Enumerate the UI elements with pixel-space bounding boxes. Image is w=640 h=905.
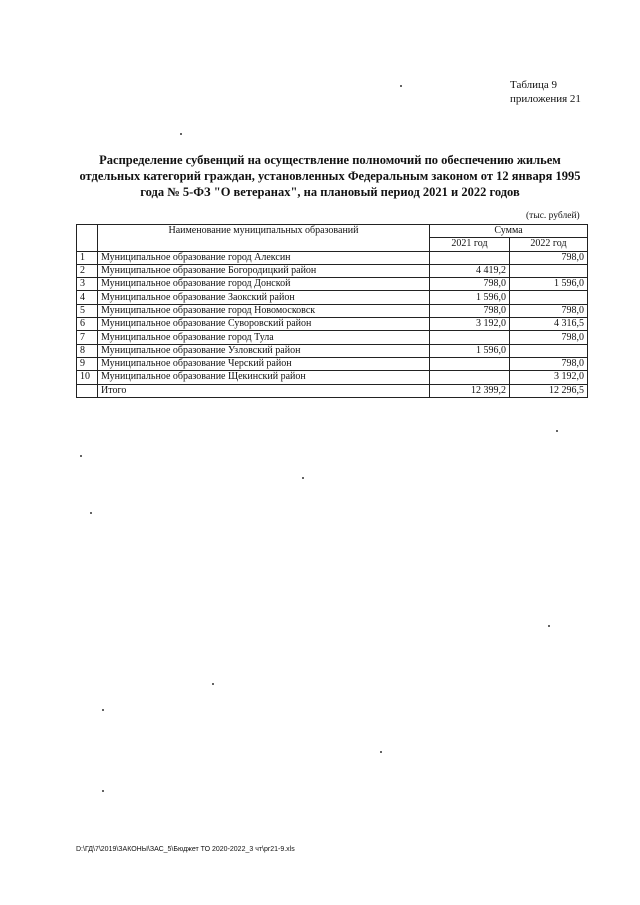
table-header-row-1 [77,225,588,238]
municipality-name: Муниципальное образование Щекинский район [98,371,430,384]
amount-2022: 1 596,0 [510,278,588,291]
row-number: 2 [77,264,98,277]
table-body [77,251,588,397]
document-title [60,152,600,200]
header-num-cell [77,225,98,252]
amount-2022: 798,0 [510,357,588,370]
municipality-name: Муниципальное образование город Новомосковск [98,304,430,317]
row-number: 7 [77,331,98,344]
row-number: 6 [77,318,98,331]
row-number [77,384,98,397]
table-row [77,264,588,277]
table-number-label: Таблица 9 [510,79,558,91]
amount-2022: 798,0 [510,251,588,264]
amount-2022: 4 316,5 [510,318,588,331]
municipality-name: Итого [98,384,430,397]
amount-2022: 3 192,0 [510,371,588,384]
amount-2021: 4 419,2 [430,264,510,277]
municipality-name: Муниципальное образование Узловский район [98,344,430,357]
row-number: 4 [77,291,98,304]
scan-speck [302,477,304,479]
municipality-name: Муниципальное образование город Тула [98,331,430,344]
municipality-name: Муниципальное образование Заокский район [98,291,430,304]
header-2022-cell: 2022 год [510,238,588,251]
scan-speck [400,85,402,87]
amount-2021 [430,251,510,264]
amount-2021 [430,357,510,370]
row-number: 1 [77,251,98,264]
units-label: (тыс. рублей) [526,211,580,221]
scan-speck [102,790,104,792]
amount-2021 [430,331,510,344]
municipality-name: Муниципальное образование Черский район [98,357,430,370]
amount-2021: 3 192,0 [430,318,510,331]
table-row [77,304,588,317]
table-row [77,318,588,331]
table-row [77,357,588,370]
amount-2022: 798,0 [510,331,588,344]
municipality-name: Муниципальное образование город Донской [98,278,430,291]
amount-2022: 12 296,5 [510,384,588,397]
amount-2022 [510,264,588,277]
municipality-name: Муниципальное образование Богородицкий район [98,264,430,277]
table-row [77,251,588,264]
appendix-label: приложения 21 [510,93,581,105]
title-line-1: Распределение субвенций на осуществление полномочий по обеспечению жильем [99,153,561,167]
scan-speck [90,512,92,514]
scan-speck [80,455,82,457]
header-2021-cell: 2021 год [430,238,510,251]
scan-speck [180,133,182,135]
amount-2021: 12 399,2 [430,384,510,397]
header-sum-cell: Сумма [430,225,588,238]
municipality-name: Муниципальное образование город Алексин [98,251,430,264]
row-number: 8 [77,344,98,357]
table-row [77,371,588,384]
table-row [77,344,588,357]
header-name-cell: Наименование муниципальных образований [98,225,430,252]
row-number: 10 [77,371,98,384]
table-row [77,291,588,304]
row-number: 3 [77,278,98,291]
row-number: 5 [77,304,98,317]
subvention-table [76,224,588,398]
amount-2021: 798,0 [430,278,510,291]
scan-speck [380,751,382,753]
row-number: 9 [77,357,98,370]
file-path-footer: D:\ГД\7\2019\ЗАКОНЫ\ЗАС_5\Бюджет ТО 2020-2022_3 чт\pr21-9.xls [76,846,295,853]
table-total-row [77,384,588,397]
title-line-2: отдельных категорий граждан, установленных Федеральным законом от 12 января 1995 [79,169,581,183]
title-line-3: года № 5-ФЗ "О ветеранах", на плановый период 2021 и 2022 годов [140,185,520,199]
amount-2021: 1 596,0 [430,291,510,304]
scan-speck [212,683,214,685]
scan-speck [556,430,558,432]
amount-2021: 1 596,0 [430,344,510,357]
scan-speck [102,709,104,711]
table-row [77,278,588,291]
amount-2022 [510,344,588,357]
amount-2022 [510,291,588,304]
municipality-name: Муниципальное образование Суворовский район [98,318,430,331]
table-reference [510,78,581,106]
amount-2021: 798,0 [430,304,510,317]
scan-speck [548,625,550,627]
amount-2022: 798,0 [510,304,588,317]
table-row [77,331,588,344]
amount-2021 [430,371,510,384]
